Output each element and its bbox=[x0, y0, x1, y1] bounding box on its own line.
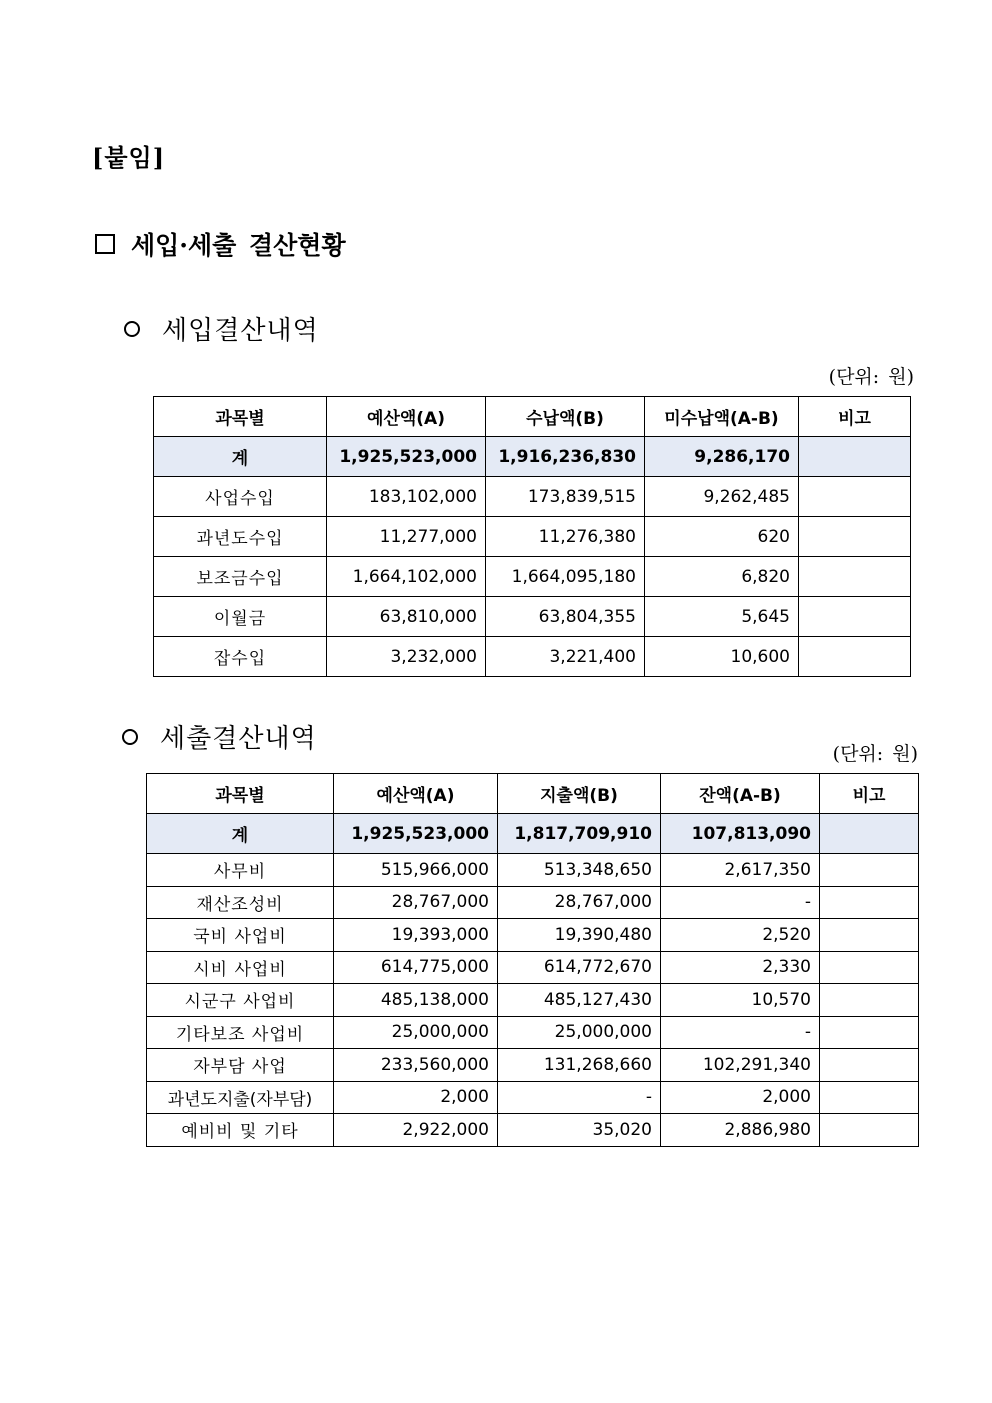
row-received: 1,664,095,180 bbox=[486, 557, 645, 597]
header-unreceived: 미수납액(A-B) bbox=[645, 397, 799, 437]
header-note: 비고 bbox=[820, 774, 919, 814]
row-received: 11,276,380 bbox=[486, 517, 645, 557]
row-note bbox=[820, 854, 919, 887]
row-spent: 131,268,660 bbox=[498, 1049, 661, 1082]
row-label: 사무비 bbox=[147, 854, 334, 887]
revenue-table bbox=[153, 396, 911, 677]
table-row bbox=[147, 1081, 919, 1114]
header-note: 비고 bbox=[799, 397, 911, 437]
row-unreceived: 5,645 bbox=[645, 597, 799, 637]
total-balance: 107,813,090 bbox=[661, 814, 820, 854]
row-received: 63,804,355 bbox=[486, 597, 645, 637]
row-spent: 35,020 bbox=[498, 1114, 661, 1147]
row-note bbox=[799, 557, 911, 597]
header-spent: 지출액(B) bbox=[498, 774, 661, 814]
total-budget: 1,925,523,000 bbox=[334, 814, 498, 854]
row-budget: 25,000,000 bbox=[334, 1016, 498, 1049]
row-spent: - bbox=[498, 1081, 661, 1114]
row-budget: 515,966,000 bbox=[334, 854, 498, 887]
table-row bbox=[154, 557, 911, 597]
total-row bbox=[154, 437, 911, 477]
row-budget: 614,775,000 bbox=[334, 951, 498, 984]
row-unreceived: 620 bbox=[645, 517, 799, 557]
row-unreceived: 9,262,485 bbox=[645, 477, 799, 517]
row-label: 국비 사업비 bbox=[147, 919, 334, 952]
row-label: 시비 사업비 bbox=[147, 951, 334, 984]
expenditure-section-title bbox=[122, 718, 317, 755]
revenue-title-text: 세입결산내역 bbox=[162, 316, 319, 346]
table-row bbox=[147, 1114, 919, 1147]
row-balance: 2,520 bbox=[661, 919, 820, 952]
row-spent: 485,127,430 bbox=[498, 984, 661, 1017]
row-label: 시군구 사업비 bbox=[147, 984, 334, 1017]
revenue-unit-label: (단위: 원) bbox=[828, 366, 914, 388]
row-note bbox=[799, 597, 911, 637]
row-spent: 614,772,670 bbox=[498, 951, 661, 984]
row-label: 보조금수입 bbox=[154, 557, 327, 597]
row-note bbox=[799, 637, 911, 677]
header-category: 과목별 bbox=[147, 774, 334, 814]
total-label: 계 bbox=[147, 814, 334, 854]
row-budget: 19,393,000 bbox=[334, 919, 498, 952]
row-balance: 2,886,980 bbox=[661, 1114, 820, 1147]
total-budget: 1,925,523,000 bbox=[327, 437, 486, 477]
table-row bbox=[147, 1016, 919, 1049]
row-label: 재산조성비 bbox=[147, 886, 334, 919]
row-spent: 28,767,000 bbox=[498, 886, 661, 919]
expenditure-title-text: 세출결산내역 bbox=[160, 724, 317, 754]
row-unreceived: 6,820 bbox=[645, 557, 799, 597]
row-budget: 63,810,000 bbox=[327, 597, 486, 637]
row-label: 자부담 사업 bbox=[147, 1049, 334, 1082]
total-note bbox=[820, 814, 919, 854]
main-title-text: 세입·세출 결산현황 bbox=[131, 231, 346, 260]
table-header-row bbox=[154, 397, 911, 437]
row-budget: 233,560,000 bbox=[334, 1049, 498, 1082]
row-budget: 1,664,102,000 bbox=[327, 557, 486, 597]
row-unreceived: 10,600 bbox=[645, 637, 799, 677]
row-received: 173,839,515 bbox=[486, 477, 645, 517]
table-row bbox=[154, 517, 911, 557]
circle-bullet-icon bbox=[122, 729, 138, 745]
row-spent: 19,390,480 bbox=[498, 919, 661, 952]
row-budget: 11,277,000 bbox=[327, 517, 486, 557]
total-label: 계 bbox=[154, 437, 327, 477]
row-spent: 25,000,000 bbox=[498, 1016, 661, 1049]
row-label: 사업수입 bbox=[154, 477, 327, 517]
row-budget: 2,000 bbox=[334, 1081, 498, 1114]
header-received: 수납액(B) bbox=[486, 397, 645, 437]
row-label: 기타보조 사업비 bbox=[147, 1016, 334, 1049]
table-row bbox=[147, 984, 919, 1017]
table-row bbox=[147, 951, 919, 984]
row-note bbox=[820, 919, 919, 952]
row-budget: 3,232,000 bbox=[327, 637, 486, 677]
row-balance: 2,330 bbox=[661, 951, 820, 984]
row-budget: 485,138,000 bbox=[334, 984, 498, 1017]
row-note bbox=[820, 886, 919, 919]
table-row bbox=[147, 919, 919, 952]
row-balance: 102,291,340 bbox=[661, 1049, 820, 1082]
total-row bbox=[147, 814, 919, 854]
circle-bullet-icon bbox=[124, 321, 140, 337]
row-label: 과년도지출(자부담) bbox=[147, 1081, 334, 1114]
checkbox-square-icon bbox=[95, 234, 115, 254]
revenue-section-title bbox=[124, 310, 319, 347]
row-spent: 513,348,650 bbox=[498, 854, 661, 887]
table-row bbox=[154, 637, 911, 677]
row-label: 잡수입 bbox=[154, 637, 327, 677]
row-note bbox=[820, 1049, 919, 1082]
table-row bbox=[147, 854, 919, 887]
row-note bbox=[820, 1016, 919, 1049]
header-budget: 예산액(A) bbox=[334, 774, 498, 814]
row-balance: 2,617,350 bbox=[661, 854, 820, 887]
header-budget: 예산액(A) bbox=[327, 397, 486, 437]
total-spent: 1,817,709,910 bbox=[498, 814, 661, 854]
row-label: 이월금 bbox=[154, 597, 327, 637]
row-balance: - bbox=[661, 886, 820, 919]
row-balance: - bbox=[661, 1016, 820, 1049]
total-received: 1,916,236,830 bbox=[486, 437, 645, 477]
header-category: 과목별 bbox=[154, 397, 327, 437]
expenditure-unit-label: (단위: 원) bbox=[832, 743, 918, 765]
row-budget: 2,922,000 bbox=[334, 1114, 498, 1147]
row-note bbox=[820, 951, 919, 984]
table-row bbox=[147, 1049, 919, 1082]
total-note bbox=[799, 437, 911, 477]
row-balance: 2,000 bbox=[661, 1081, 820, 1114]
expenditure-table bbox=[146, 773, 919, 1147]
row-note bbox=[820, 1081, 919, 1114]
header-balance: 잔액(A-B) bbox=[661, 774, 820, 814]
row-note bbox=[820, 1114, 919, 1147]
table-row bbox=[147, 886, 919, 919]
row-budget: 183,102,000 bbox=[327, 477, 486, 517]
row-label: 예비비 및 기타 bbox=[147, 1114, 334, 1147]
row-note bbox=[799, 477, 911, 517]
row-budget: 28,767,000 bbox=[334, 886, 498, 919]
row-note bbox=[820, 984, 919, 1017]
table-header-row bbox=[147, 774, 919, 814]
total-unreceived: 9,286,170 bbox=[645, 437, 799, 477]
row-label: 과년도수입 bbox=[154, 517, 327, 557]
main-title bbox=[95, 226, 346, 262]
row-note bbox=[799, 517, 911, 557]
row-received: 3,221,400 bbox=[486, 637, 645, 677]
attachment-label: [붙임] bbox=[92, 143, 166, 172]
row-balance: 10,570 bbox=[661, 984, 820, 1017]
table-row bbox=[154, 477, 911, 517]
table-row bbox=[154, 597, 911, 637]
